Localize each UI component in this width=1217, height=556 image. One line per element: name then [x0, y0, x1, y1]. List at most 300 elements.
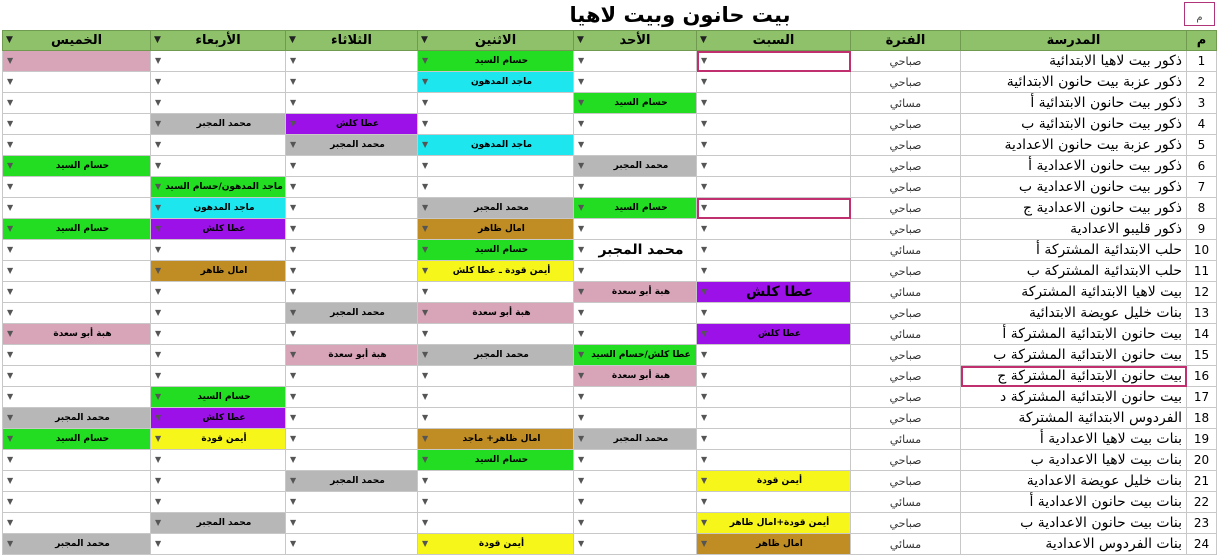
- dropdown-arrow-icon[interactable]: ▼: [155, 539, 162, 548]
- school-name-cell[interactable]: بنات بيت لاهيا الاعدادية أ: [961, 429, 1187, 450]
- schedule-cell-tue[interactable]: [286, 282, 418, 303]
- schedule-cell-wed[interactable]: [151, 282, 286, 303]
- schedule-cell-wed[interactable]: [151, 513, 286, 534]
- dropdown-arrow-icon[interactable]: ▼: [7, 329, 14, 338]
- schedule-cell-wed[interactable]: [151, 387, 286, 408]
- dropdown-arrow-icon[interactable]: ▼: [290, 77, 297, 86]
- dropdown-arrow-icon[interactable]: ▼: [155, 161, 162, 170]
- dropdown-arrow-icon[interactable]: ▼: [155, 182, 162, 191]
- schedule-cell-thu[interactable]: [3, 156, 151, 177]
- dropdown-arrow-icon[interactable]: ▼: [422, 497, 429, 506]
- school-name-cell[interactable]: بيت حانون الابتدائية المشتركة ج: [961, 366, 1187, 387]
- dropdown-arrow-icon[interactable]: ▼: [578, 539, 585, 548]
- schedule-cell-thu[interactable]: [3, 471, 151, 492]
- schedule-cell-sat[interactable]: [697, 492, 851, 513]
- schedule-cell-sat[interactable]: [697, 345, 851, 366]
- dropdown-arrow-icon[interactable]: ▼: [701, 476, 708, 485]
- schedule-cell-mon[interactable]: [418, 534, 574, 555]
- dropdown-arrow-icon[interactable]: ▼: [422, 518, 429, 527]
- dropdown-arrow-icon[interactable]: ▼: [290, 497, 297, 506]
- dropdown-arrow-icon[interactable]: ▼: [7, 413, 14, 422]
- schedule-cell-tue[interactable]: [286, 429, 418, 450]
- dropdown-arrow-icon[interactable]: ▼: [701, 455, 708, 464]
- dropdown-arrow-icon[interactable]: ▼: [290, 119, 297, 128]
- dropdown-arrow-icon[interactable]: ▼: [701, 203, 708, 212]
- schedule-cell-tue[interactable]: [286, 72, 418, 93]
- school-name-cell[interactable]: ذكور بيت حانون الاعدادية ب: [961, 177, 1187, 198]
- dropdown-arrow-icon[interactable]: ▼: [578, 497, 585, 506]
- dropdown-arrow-icon[interactable]: ▼: [7, 308, 14, 317]
- schedule-cell-sat[interactable]: [697, 324, 851, 345]
- period-cell[interactable]: صباحي: [851, 366, 961, 387]
- dropdown-arrow-icon[interactable]: ▼: [578, 119, 585, 128]
- schedule-cell-sat[interactable]: [697, 513, 851, 534]
- dropdown-arrow-icon[interactable]: ▼: [7, 518, 14, 527]
- schedule-cell-sun[interactable]: [574, 240, 697, 261]
- schedule-cell-thu[interactable]: [3, 513, 151, 534]
- school-name-cell[interactable]: بنات بيت حانون الاعدادية أ: [961, 492, 1187, 513]
- dropdown-arrow-icon[interactable]: ▼: [155, 308, 162, 317]
- dropdown-arrow-icon[interactable]: ▼: [578, 329, 585, 338]
- schedule-cell-wed[interactable]: [151, 492, 286, 513]
- period-cell[interactable]: صباحي: [851, 156, 961, 177]
- dropdown-arrow-icon[interactable]: ▼: [290, 539, 297, 548]
- schedule-cell-thu[interactable]: [3, 387, 151, 408]
- schedule-cell-mon[interactable]: [418, 219, 574, 240]
- schedule-cell-sat[interactable]: [697, 261, 851, 282]
- schedule-cell-tue[interactable]: [286, 156, 418, 177]
- schedule-cell-tue[interactable]: [286, 219, 418, 240]
- row-number[interactable]: 2: [1187, 72, 1217, 93]
- dropdown-arrow-icon[interactable]: ▼: [422, 308, 429, 317]
- school-name-cell[interactable]: بنات بيت لاهيا الاعدادية ب: [961, 450, 1187, 471]
- row-number[interactable]: 4: [1187, 114, 1217, 135]
- schedule-cell-wed[interactable]: [151, 219, 286, 240]
- schedule-cell-mon[interactable]: [418, 492, 574, 513]
- dropdown-arrow-icon[interactable]: ▼: [290, 455, 297, 464]
- schedule-cell-thu[interactable]: [3, 324, 151, 345]
- dropdown-arrow-icon[interactable]: ▼: [155, 266, 162, 275]
- schedule-cell-thu[interactable]: [3, 114, 151, 135]
- schedule-cell-tue[interactable]: [286, 387, 418, 408]
- dropdown-arrow-icon[interactable]: ▼: [701, 56, 708, 65]
- dropdown-arrow-icon[interactable]: ▼: [7, 245, 14, 254]
- row-number[interactable]: 5: [1187, 135, 1217, 156]
- dropdown-arrow-icon[interactable]: ▼: [701, 287, 708, 296]
- schedule-cell-sun[interactable]: [574, 408, 697, 429]
- dropdown-arrow-icon[interactable]: ▼: [155, 413, 162, 422]
- dropdown-arrow-icon[interactable]: ▼: [578, 266, 585, 275]
- dropdown-arrow-icon[interactable]: ▼: [701, 371, 708, 380]
- dropdown-arrow-icon[interactable]: ▼: [422, 539, 429, 548]
- schedule-cell-sat[interactable]: [697, 51, 851, 72]
- dropdown-arrow-icon[interactable]: ▼: [422, 119, 429, 128]
- dropdown-arrow-icon[interactable]: ▼: [422, 266, 429, 275]
- schedule-cell-wed[interactable]: [151, 429, 286, 450]
- dropdown-arrow-icon[interactable]: ▼: [701, 182, 708, 191]
- schedule-cell-sun[interactable]: [574, 387, 697, 408]
- schedule-cell-tue[interactable]: [286, 198, 418, 219]
- dropdown-arrow-icon[interactable]: ▼: [701, 434, 708, 443]
- schedule-cell-wed[interactable]: [151, 114, 286, 135]
- dropdown-arrow-icon[interactable]: ▼: [290, 56, 297, 65]
- row-number[interactable]: 6: [1187, 156, 1217, 177]
- schedule-cell-sun[interactable]: [574, 219, 697, 240]
- dropdown-arrow-icon[interactable]: ▼: [290, 350, 297, 359]
- schedule-cell-sat[interactable]: [697, 114, 851, 135]
- dropdown-arrow-icon[interactable]: ▼: [578, 224, 585, 233]
- dropdown-arrow-icon[interactable]: ▼: [422, 77, 429, 86]
- schedule-cell-wed[interactable]: [151, 72, 286, 93]
- dropdown-arrow-icon[interactable]: ▼: [701, 161, 708, 170]
- dropdown-arrow-icon[interactable]: ▼: [7, 539, 14, 548]
- schedule-cell-thu[interactable]: [3, 240, 151, 261]
- schedule-cell-thu[interactable]: [3, 450, 151, 471]
- dropdown-arrow-icon[interactable]: ▼: [7, 392, 14, 401]
- schedule-cell-thu[interactable]: [3, 93, 151, 114]
- dropdown-arrow-icon[interactable]: ▼: [290, 518, 297, 527]
- dropdown-arrow-icon[interactable]: ▼: [155, 371, 162, 380]
- dropdown-arrow-icon[interactable]: ▼: [701, 119, 708, 128]
- schedule-cell-mon[interactable]: [418, 261, 574, 282]
- dropdown-arrow-icon[interactable]: ▼: [290, 203, 297, 212]
- schedule-cell-thu[interactable]: [3, 135, 151, 156]
- header-day-mon[interactable]: [418, 31, 574, 51]
- schedule-cell-thu[interactable]: [3, 534, 151, 555]
- dropdown-arrow-icon[interactable]: ▼: [578, 392, 585, 401]
- schedule-cell-sun[interactable]: [574, 156, 697, 177]
- dropdown-arrow-icon[interactable]: ▼: [7, 161, 14, 170]
- schedule-cell-wed[interactable]: [151, 471, 286, 492]
- schedule-cell-sun[interactable]: [574, 135, 697, 156]
- schedule-cell-thu[interactable]: [3, 177, 151, 198]
- row-number[interactable]: 20: [1187, 450, 1217, 471]
- schedule-cell-mon[interactable]: [418, 324, 574, 345]
- schedule-cell-wed[interactable]: [151, 51, 286, 72]
- schedule-cell-thu[interactable]: [3, 492, 151, 513]
- schedule-cell-mon[interactable]: [418, 282, 574, 303]
- dropdown-arrow-icon[interactable]: ▼: [578, 245, 585, 254]
- schedule-cell-sun[interactable]: [574, 345, 697, 366]
- schedule-cell-sun[interactable]: [574, 114, 697, 135]
- schedule-cell-mon[interactable]: [418, 156, 574, 177]
- schedule-cell-thu[interactable]: [3, 261, 151, 282]
- dropdown-arrow-icon[interactable]: ▼: [422, 329, 429, 338]
- schedule-cell-mon[interactable]: [418, 177, 574, 198]
- dropdown-arrow-icon[interactable]: ▼: [7, 266, 14, 275]
- dropdown-arrow-icon[interactable]: ▼: [155, 518, 162, 527]
- dropdown-arrow-icon[interactable]: ▼: [578, 203, 585, 212]
- row-number[interactable]: 22: [1187, 492, 1217, 513]
- schedule-cell-mon[interactable]: [418, 198, 574, 219]
- schedule-cell-wed[interactable]: [151, 93, 286, 114]
- row-number[interactable]: 11: [1187, 261, 1217, 282]
- row-number[interactable]: 23: [1187, 513, 1217, 534]
- dropdown-arrow-icon[interactable]: ▼: [578, 413, 585, 422]
- dropdown-arrow-icon[interactable]: ▼: [7, 476, 14, 485]
- schedule-cell-sat[interactable]: [697, 156, 851, 177]
- filter-dropdown-icon[interactable]: ▼: [577, 35, 584, 45]
- schedule-cell-sat[interactable]: [697, 534, 851, 555]
- schedule-cell-mon[interactable]: [418, 93, 574, 114]
- period-cell[interactable]: مسائي: [851, 282, 961, 303]
- schedule-cell-sat[interactable]: [697, 135, 851, 156]
- schedule-cell-sun[interactable]: [574, 366, 697, 387]
- schedule-cell-mon[interactable]: [418, 429, 574, 450]
- dropdown-arrow-icon[interactable]: ▼: [701, 98, 708, 107]
- dropdown-arrow-icon[interactable]: ▼: [290, 329, 297, 338]
- dropdown-arrow-icon[interactable]: ▼: [422, 182, 429, 191]
- schedule-cell-thu[interactable]: [3, 303, 151, 324]
- dropdown-arrow-icon[interactable]: ▼: [422, 350, 429, 359]
- dropdown-arrow-icon[interactable]: ▼: [155, 77, 162, 86]
- period-cell[interactable]: مسائي: [851, 492, 961, 513]
- dropdown-arrow-icon[interactable]: ▼: [422, 287, 429, 296]
- dropdown-arrow-icon[interactable]: ▼: [7, 56, 14, 65]
- schedule-cell-tue[interactable]: [286, 492, 418, 513]
- dropdown-arrow-icon[interactable]: ▼: [422, 371, 429, 380]
- schedule-cell-sat[interactable]: [697, 303, 851, 324]
- row-number[interactable]: 21: [1187, 471, 1217, 492]
- schedule-cell-wed[interactable]: [151, 534, 286, 555]
- schedule-cell-sat[interactable]: [697, 408, 851, 429]
- dropdown-arrow-icon[interactable]: ▼: [155, 203, 162, 212]
- schedule-cell-sun[interactable]: [574, 324, 697, 345]
- school-name-cell[interactable]: بنات خليل عويضة الابتدائية: [961, 303, 1187, 324]
- schedule-cell-mon[interactable]: [418, 387, 574, 408]
- header-day-sat[interactable]: [697, 31, 851, 51]
- schedule-cell-tue[interactable]: [286, 366, 418, 387]
- schedule-cell-wed[interactable]: [151, 303, 286, 324]
- dropdown-arrow-icon[interactable]: ▼: [701, 518, 708, 527]
- schedule-cell-tue[interactable]: [286, 345, 418, 366]
- schedule-cell-sun[interactable]: [574, 198, 697, 219]
- schedule-cell-wed[interactable]: [151, 198, 286, 219]
- dropdown-arrow-icon[interactable]: ▼: [290, 413, 297, 422]
- dropdown-arrow-icon[interactable]: ▼: [578, 140, 585, 149]
- school-name-cell[interactable]: بنات الفردوس الاعدادية: [961, 534, 1187, 555]
- schedule-cell-sat[interactable]: [697, 450, 851, 471]
- period-cell[interactable]: صباحي: [851, 450, 961, 471]
- schedule-cell-sun[interactable]: [574, 429, 697, 450]
- schedule-cell-tue[interactable]: [286, 324, 418, 345]
- dropdown-arrow-icon[interactable]: ▼: [7, 119, 14, 128]
- period-cell[interactable]: صباحي: [851, 261, 961, 282]
- period-cell[interactable]: صباحي: [851, 408, 961, 429]
- schedule-cell-thu[interactable]: [3, 429, 151, 450]
- period-cell[interactable]: مسائي: [851, 429, 961, 450]
- schedule-cell-thu[interactable]: [3, 282, 151, 303]
- dropdown-arrow-icon[interactable]: ▼: [155, 476, 162, 485]
- dropdown-arrow-icon[interactable]: ▼: [7, 497, 14, 506]
- dropdown-arrow-icon[interactable]: ▼: [578, 182, 585, 191]
- header-day-wed[interactable]: [151, 31, 286, 51]
- row-number[interactable]: 24: [1187, 534, 1217, 555]
- period-cell[interactable]: صباحي: [851, 345, 961, 366]
- period-cell[interactable]: صباحي: [851, 177, 961, 198]
- dropdown-arrow-icon[interactable]: ▼: [578, 371, 585, 380]
- period-cell[interactable]: مسائي: [851, 93, 961, 114]
- school-name-cell[interactable]: بيت حانون الابتدائية المشتركة د: [961, 387, 1187, 408]
- schedule-cell-wed[interactable]: [151, 177, 286, 198]
- schedule-cell-thu[interactable]: [3, 408, 151, 429]
- schedule-cell-sat[interactable]: [697, 471, 851, 492]
- header-day-tue[interactable]: [286, 31, 418, 51]
- schedule-cell-sun[interactable]: [574, 471, 697, 492]
- dropdown-arrow-icon[interactable]: ▼: [578, 455, 585, 464]
- row-number[interactable]: 14: [1187, 324, 1217, 345]
- dropdown-arrow-icon[interactable]: ▼: [701, 329, 708, 338]
- dropdown-arrow-icon[interactable]: ▼: [578, 518, 585, 527]
- dropdown-arrow-icon[interactable]: ▼: [290, 245, 297, 254]
- dropdown-arrow-icon[interactable]: ▼: [422, 413, 429, 422]
- dropdown-arrow-icon[interactable]: ▼: [155, 98, 162, 107]
- school-name-cell[interactable]: بيت لاهيا الابتدائية المشتركة: [961, 282, 1187, 303]
- dropdown-arrow-icon[interactable]: ▼: [7, 287, 14, 296]
- schedule-cell-sun[interactable]: [574, 492, 697, 513]
- period-cell[interactable]: صباحي: [851, 513, 961, 534]
- row-number[interactable]: 16: [1187, 366, 1217, 387]
- schedule-cell-sat[interactable]: [697, 219, 851, 240]
- dropdown-arrow-icon[interactable]: ▼: [701, 497, 708, 506]
- school-name-cell[interactable]: بيت حانون الابتدائية المشتركة أ: [961, 324, 1187, 345]
- schedule-cell-tue[interactable]: [286, 51, 418, 72]
- dropdown-arrow-icon[interactable]: ▼: [422, 392, 429, 401]
- dropdown-arrow-icon[interactable]: ▼: [155, 56, 162, 65]
- filter-dropdown-icon[interactable]: ▼: [700, 35, 707, 45]
- period-cell[interactable]: صباحي: [851, 135, 961, 156]
- dropdown-arrow-icon[interactable]: ▼: [7, 455, 14, 464]
- dropdown-arrow-icon[interactable]: ▼: [422, 224, 429, 233]
- school-name-cell[interactable]: الفردوس الابتدائية المشتركة: [961, 408, 1187, 429]
- schedule-cell-sun[interactable]: [574, 51, 697, 72]
- dropdown-arrow-icon[interactable]: ▼: [155, 329, 162, 338]
- schedule-cell-mon[interactable]: [418, 303, 574, 324]
- schedule-cell-tue[interactable]: [286, 93, 418, 114]
- school-name-cell[interactable]: بنات خليل عويضة الاعدادية: [961, 471, 1187, 492]
- schedule-cell-mon[interactable]: [418, 408, 574, 429]
- period-cell[interactable]: صباحي: [851, 303, 961, 324]
- filter-dropdown-icon[interactable]: ▼: [154, 35, 161, 45]
- school-name-cell[interactable]: ذكور عزبة بيت حانون الابتدائية: [961, 72, 1187, 93]
- dropdown-arrow-icon[interactable]: ▼: [422, 56, 429, 65]
- schedule-cell-thu[interactable]: [3, 345, 151, 366]
- school-name-cell[interactable]: بيت حانون الابتدائية المشتركة ب: [961, 345, 1187, 366]
- dropdown-arrow-icon[interactable]: ▼: [290, 476, 297, 485]
- schedule-cell-tue[interactable]: [286, 240, 418, 261]
- schedule-cell-mon[interactable]: [418, 366, 574, 387]
- row-number[interactable]: 9: [1187, 219, 1217, 240]
- period-cell[interactable]: صباحي: [851, 387, 961, 408]
- dropdown-arrow-icon[interactable]: ▼: [290, 182, 297, 191]
- school-name-cell[interactable]: ذكور بيت حانون الابتدائية ب: [961, 114, 1187, 135]
- dropdown-arrow-icon[interactable]: ▼: [422, 245, 429, 254]
- school-name-cell[interactable]: ذكور بيت حانون الاعدادية أ: [961, 156, 1187, 177]
- school-name-cell[interactable]: حلب الابتدائية المشتركة أ: [961, 240, 1187, 261]
- dropdown-arrow-icon[interactable]: ▼: [701, 350, 708, 359]
- dropdown-arrow-icon[interactable]: ▼: [422, 140, 429, 149]
- dropdown-arrow-icon[interactable]: ▼: [701, 245, 708, 254]
- schedule-cell-tue[interactable]: [286, 471, 418, 492]
- dropdown-arrow-icon[interactable]: ▼: [290, 308, 297, 317]
- school-name-cell[interactable]: ذكور بيت حانون الابتدائية أ: [961, 93, 1187, 114]
- school-name-cell[interactable]: حلب الابتدائية المشتركة ب: [961, 261, 1187, 282]
- dropdown-arrow-icon[interactable]: ▼: [290, 161, 297, 170]
- dropdown-arrow-icon[interactable]: ▼: [701, 308, 708, 317]
- dropdown-arrow-icon[interactable]: ▼: [7, 203, 14, 212]
- dropdown-arrow-icon[interactable]: ▼: [701, 392, 708, 401]
- schedule-cell-wed[interactable]: [151, 324, 286, 345]
- schedule-cell-mon[interactable]: [418, 345, 574, 366]
- row-number[interactable]: 12: [1187, 282, 1217, 303]
- dropdown-arrow-icon[interactable]: ▼: [7, 98, 14, 107]
- period-cell[interactable]: صباحي: [851, 219, 961, 240]
- schedule-cell-mon[interactable]: [418, 72, 574, 93]
- row-number[interactable]: 15: [1187, 345, 1217, 366]
- dropdown-arrow-icon[interactable]: ▼: [701, 77, 708, 86]
- schedule-cell-sat[interactable]: [697, 282, 851, 303]
- school-name-cell[interactable]: بنات بيت حانون الاعدادية ب: [961, 513, 1187, 534]
- dropdown-arrow-icon[interactable]: ▼: [422, 455, 429, 464]
- schedule-cell-mon[interactable]: [418, 240, 574, 261]
- dropdown-arrow-icon[interactable]: ▼: [701, 539, 708, 548]
- dropdown-arrow-icon[interactable]: ▼: [422, 203, 429, 212]
- period-cell[interactable]: صباحي: [851, 51, 961, 72]
- schedule-cell-mon[interactable]: [418, 471, 574, 492]
- schedule-cell-wed[interactable]: [151, 240, 286, 261]
- dropdown-arrow-icon[interactable]: ▼: [7, 371, 14, 380]
- dropdown-arrow-icon[interactable]: ▼: [155, 245, 162, 254]
- schedule-cell-wed[interactable]: [151, 261, 286, 282]
- schedule-cell-sat[interactable]: [697, 72, 851, 93]
- period-cell[interactable]: مسائي: [851, 324, 961, 345]
- period-cell[interactable]: مسائي: [851, 534, 961, 555]
- schedule-cell-sun[interactable]: [574, 303, 697, 324]
- period-cell[interactable]: صباحي: [851, 471, 961, 492]
- schedule-cell-tue[interactable]: [286, 450, 418, 471]
- dropdown-arrow-icon[interactable]: ▼: [578, 308, 585, 317]
- school-name-cell[interactable]: ذكور قليبو الاعدادية: [961, 219, 1187, 240]
- dropdown-arrow-icon[interactable]: ▼: [578, 476, 585, 485]
- header-day-thu[interactable]: [3, 31, 151, 51]
- schedule-cell-wed[interactable]: [151, 408, 286, 429]
- school-name-cell[interactable]: ذكور عزبة بيت حانون الاعدادية: [961, 135, 1187, 156]
- dropdown-arrow-icon[interactable]: ▼: [578, 77, 585, 86]
- schedule-cell-sat[interactable]: [697, 198, 851, 219]
- period-cell[interactable]: مسائي: [851, 240, 961, 261]
- row-number[interactable]: 1: [1187, 51, 1217, 72]
- dropdown-arrow-icon[interactable]: ▼: [155, 350, 162, 359]
- dropdown-arrow-icon[interactable]: ▼: [7, 140, 14, 149]
- dropdown-arrow-icon[interactable]: ▼: [7, 434, 14, 443]
- dropdown-arrow-icon[interactable]: ▼: [155, 434, 162, 443]
- schedule-cell-tue[interactable]: [286, 534, 418, 555]
- schedule-cell-wed[interactable]: [151, 135, 286, 156]
- schedule-cell-wed[interactable]: [151, 366, 286, 387]
- period-cell[interactable]: صباحي: [851, 114, 961, 135]
- schedule-cell-wed[interactable]: [151, 450, 286, 471]
- school-name-cell[interactable]: ذكور بيت لاهيا الابتدائية: [961, 51, 1187, 72]
- filter-dropdown-icon[interactable]: ▼: [421, 35, 428, 45]
- dropdown-arrow-icon[interactable]: ▼: [155, 455, 162, 464]
- dropdown-arrow-icon[interactable]: ▼: [578, 434, 585, 443]
- dropdown-arrow-icon[interactable]: ▼: [578, 161, 585, 170]
- dropdown-arrow-icon[interactable]: ▼: [155, 497, 162, 506]
- dropdown-arrow-icon[interactable]: ▼: [155, 224, 162, 233]
- dropdown-arrow-icon[interactable]: ▼: [155, 287, 162, 296]
- schedule-cell-sat[interactable]: [697, 387, 851, 408]
- schedule-cell-mon[interactable]: [418, 450, 574, 471]
